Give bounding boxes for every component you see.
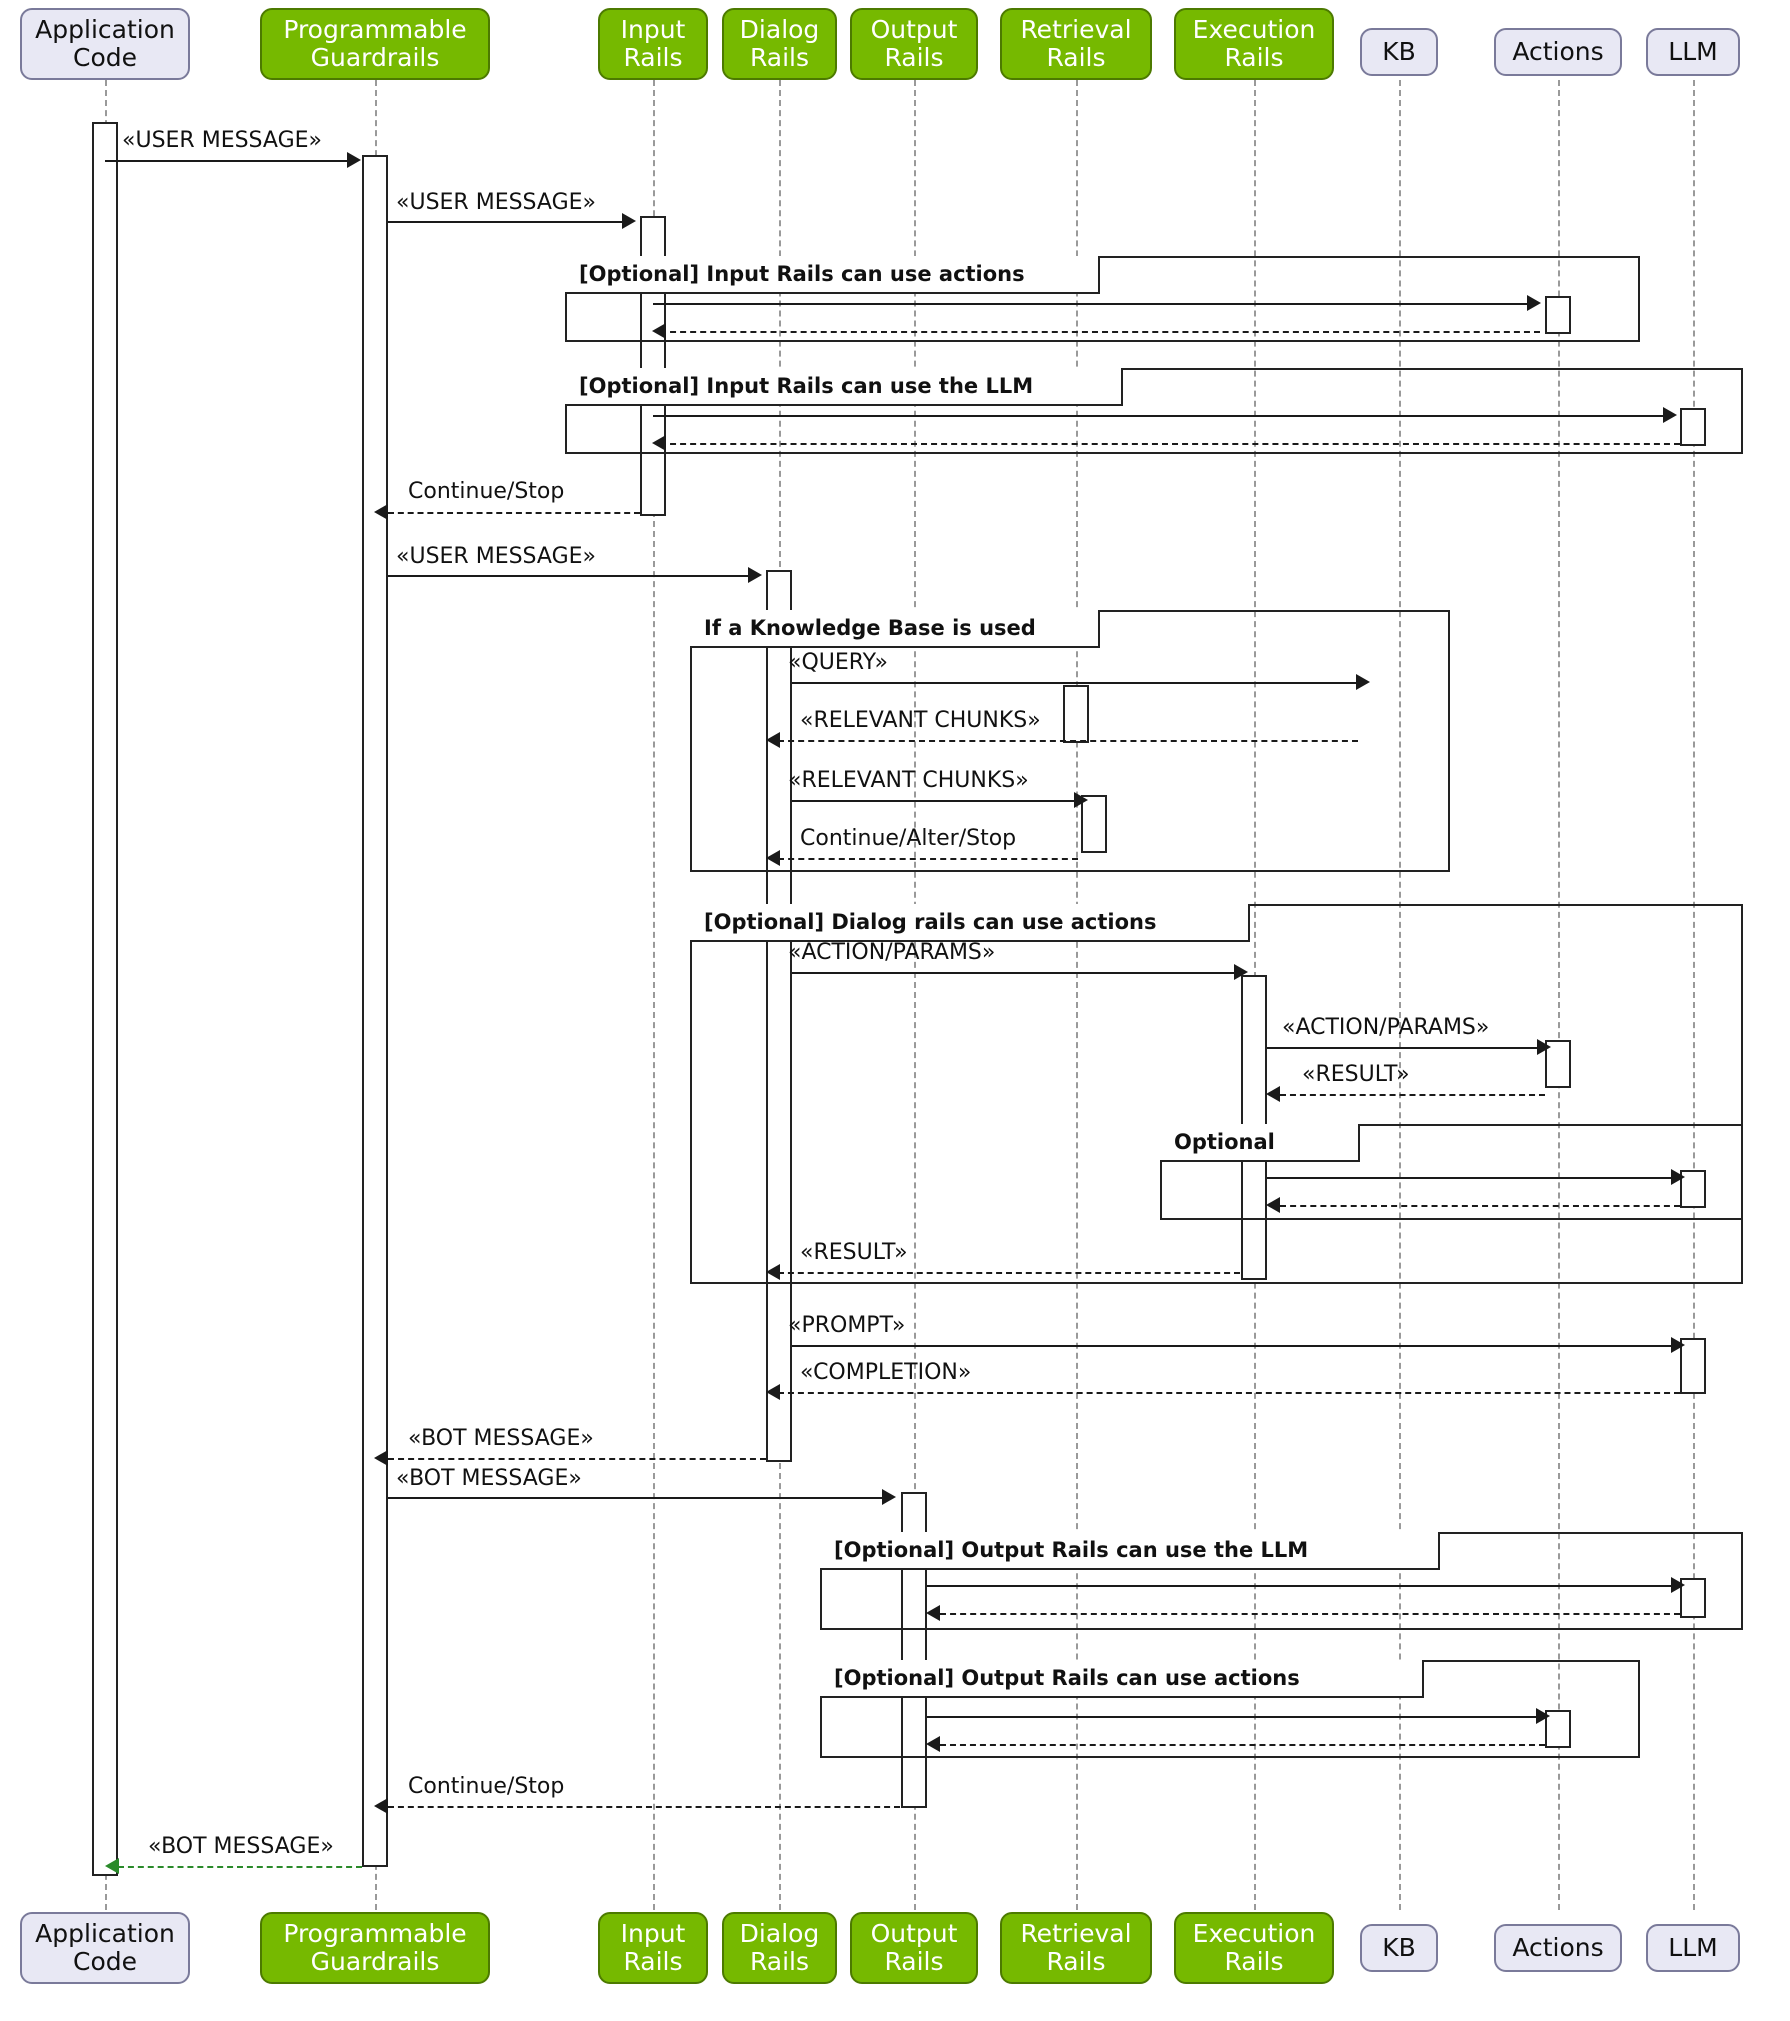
- participant-label-line1: Retrieval: [1020, 1919, 1132, 1948]
- arrowhead-m24: [926, 1605, 940, 1621]
- participant-execution-rails-top[interactable]: [1174, 8, 1334, 80]
- message-label-m2: «USER MESSAGE»: [396, 190, 596, 215]
- participant-label-line2: Rails: [749, 43, 810, 72]
- message-line-m11: [792, 800, 1080, 802]
- arrowhead-m4: [652, 323, 666, 339]
- frame-label-optional-input-rails-actions: [565, 256, 1100, 294]
- message-line-m5: [653, 415, 1673, 417]
- message-line-m15: [1280, 1094, 1545, 1096]
- message-label-m18: «RESULT»: [800, 1240, 908, 1265]
- message-line-m17: [1280, 1205, 1680, 1207]
- message-line-m10: [778, 740, 1358, 742]
- frame-label-text: [Optional] Dialog rails can use actions: [704, 910, 1157, 934]
- message-label-m12: Continue/Alter/Stop: [800, 826, 1017, 851]
- message-line-m21: [388, 1458, 766, 1460]
- message-line-m1: [105, 160, 353, 162]
- message-line-m8: [388, 575, 754, 577]
- participant-application-code-top[interactable]: [20, 8, 190, 80]
- message-line-m25: [927, 1716, 1542, 1718]
- frame-label-text: [Optional] Output Rails can use the LLM: [834, 1538, 1309, 1562]
- participant-label-line1: Execution: [1192, 15, 1316, 44]
- message-label-m20: «COMPLETION»: [800, 1360, 972, 1385]
- participant-label-line2: Rails: [884, 43, 944, 72]
- message-label-m13: «ACTION/PARAMS»: [788, 940, 996, 965]
- arrowhead-m2: [622, 213, 636, 229]
- arrowhead-m3: [1527, 295, 1541, 311]
- participant-actions-top[interactable]: [1494, 28, 1622, 76]
- participant-execution-rails-bottom[interactable]: [1174, 1912, 1334, 1984]
- arrowhead-m27: [374, 1798, 388, 1814]
- arrowhead-m14: [1537, 1039, 1551, 1055]
- participant-output-rails-bottom[interactable]: [850, 1912, 978, 1984]
- participant-llm-bottom[interactable]: [1646, 1924, 1740, 1972]
- message-label-m14: «ACTION/PARAMS»: [1282, 1015, 1490, 1040]
- message-label-m1: «USER MESSAGE»: [122, 128, 322, 153]
- participant-dialog-rails-top[interactable]: [722, 8, 837, 80]
- message-line-m9: [792, 682, 1362, 684]
- participant-programmable-guardrails-bottom[interactable]: [260, 1912, 490, 1984]
- participant-label-line1: Input: [620, 15, 686, 44]
- participant-label-line1: Application: [35, 1919, 175, 1948]
- message-label-m22: «BOT MESSAGE»: [396, 1466, 582, 1491]
- message-label-m10: «RELEVANT CHUNKS»: [800, 708, 1041, 733]
- arrowhead-m6: [652, 435, 666, 451]
- participant-label-line1: Dialog: [739, 15, 820, 44]
- message-line-m22: [388, 1497, 888, 1499]
- activation-application-code: [92, 122, 118, 1876]
- frame-label-optional-dialog-rails-actions: [690, 904, 1250, 942]
- participant-output-rails-top[interactable]: [850, 8, 978, 80]
- frame-label-knowledge-base: [690, 610, 1100, 648]
- participant-label-line2: Rails: [623, 43, 683, 72]
- activation-programmable-guardrails: [362, 155, 388, 1867]
- arrowhead-m8: [748, 567, 762, 583]
- participant-label-line1: KB: [1382, 1933, 1416, 1962]
- frame-label-text: If a Knowledge Base is used: [704, 616, 1036, 640]
- message-label-m21: «BOT MESSAGE»: [408, 1426, 594, 1451]
- message-line-m14: [1267, 1047, 1543, 1049]
- message-line-m4: [660, 331, 1540, 333]
- participant-retrieval-rails-bottom[interactable]: [1000, 1912, 1152, 1984]
- participant-label-line1: Execution: [1192, 1919, 1316, 1948]
- arrowhead-m9: [1356, 674, 1370, 690]
- participant-label-line1: LLM: [1668, 37, 1718, 66]
- participant-label-line1: Programmable: [283, 15, 467, 44]
- message-line-m6: [660, 443, 1680, 445]
- participant-actions-bottom[interactable]: [1494, 1924, 1622, 1972]
- arrowhead-m13: [1234, 964, 1248, 980]
- participant-label-line1: Actions: [1512, 1933, 1604, 1962]
- message-label-m7: Continue/Stop: [408, 479, 565, 504]
- message-line-m16: [1267, 1177, 1677, 1179]
- frame-label-text: Optional: [1174, 1130, 1275, 1154]
- arrowhead-m5: [1663, 407, 1677, 423]
- participant-label-line1: Output: [870, 15, 958, 44]
- participant-label-line2: Rails: [1224, 1947, 1284, 1976]
- message-line-m3: [653, 303, 1533, 305]
- message-label-m19: «PROMPT»: [788, 1313, 906, 1338]
- participant-label-line2: Guardrails: [310, 1947, 440, 1976]
- participant-programmable-guardrails-top[interactable]: [260, 8, 490, 80]
- arrowhead-m20: [766, 1384, 780, 1400]
- arrowhead-m19: [1671, 1337, 1685, 1353]
- arrowhead-m10: [766, 732, 780, 748]
- message-line-m2: [388, 221, 628, 223]
- participant-kb-top[interactable]: [1360, 28, 1438, 76]
- participant-label-line1: LLM: [1668, 1933, 1718, 1962]
- participant-dialog-rails-bottom[interactable]: [722, 1912, 837, 1984]
- frame-label-text: [Optional] Input Rails can use actions: [579, 262, 1025, 286]
- arrowhead-m15: [1266, 1086, 1280, 1102]
- participant-label-line2: Rails: [1224, 43, 1284, 72]
- participant-label-line1: Dialog: [739, 1919, 820, 1948]
- participant-label-line2: Code: [72, 1947, 137, 1976]
- participant-label-line1: Programmable: [283, 1919, 467, 1948]
- participant-label-line1: KB: [1382, 37, 1416, 66]
- participant-kb-bottom[interactable]: [1360, 1924, 1438, 1972]
- participant-llm-top[interactable]: [1646, 28, 1740, 76]
- message-line-m20: [778, 1392, 1680, 1394]
- arrowhead-m11: [1074, 792, 1088, 808]
- arrowhead-m17: [1266, 1197, 1280, 1213]
- message-line-m28: [118, 1866, 362, 1868]
- participant-label-line1: Retrieval: [1020, 15, 1132, 44]
- frame-label-text: [Optional] Output Rails can use actions: [834, 1666, 1300, 1690]
- arrowhead-m22: [882, 1489, 896, 1505]
- message-line-m26: [940, 1744, 1545, 1746]
- arrowhead-m16: [1671, 1169, 1685, 1185]
- message-line-m13: [792, 972, 1240, 974]
- frame-label-optional-output-rails-actions: [820, 1660, 1424, 1698]
- arrowhead-m1: [347, 152, 361, 168]
- participant-input-rails-top[interactable]: [598, 8, 708, 80]
- message-label-m28: «BOT MESSAGE»: [148, 1834, 334, 1859]
- participant-label-line2: Rails: [884, 1947, 944, 1976]
- participant-label-line2: Rails: [1046, 1947, 1106, 1976]
- participant-label-line1: Input: [620, 1919, 686, 1948]
- participant-application-code-bottom[interactable]: [20, 1912, 190, 1984]
- arrowhead-m26: [926, 1736, 940, 1752]
- arrowhead-m21: [374, 1450, 388, 1466]
- message-label-m9: «QUERY»: [788, 650, 888, 675]
- message-label-m11: «RELEVANT CHUNKS»: [788, 768, 1029, 793]
- participant-retrieval-rails-top[interactable]: [1000, 8, 1152, 80]
- participant-label-line2: Rails: [1046, 43, 1106, 72]
- participant-label-line1: Output: [870, 1919, 958, 1948]
- arrowhead-m7: [374, 504, 388, 520]
- participant-label-line1: Application: [35, 15, 175, 44]
- message-line-m24: [940, 1613, 1680, 1615]
- message-line-m27: [388, 1806, 900, 1808]
- arrowhead-m18: [766, 1264, 780, 1280]
- message-line-m18: [778, 1272, 1240, 1274]
- message-line-m19: [792, 1345, 1677, 1347]
- frame-label-optional-input-rails-llm: [565, 368, 1123, 406]
- participant-label-line2: Guardrails: [310, 43, 440, 72]
- frame-label-text: [Optional] Input Rails can use the LLM: [579, 374, 1034, 398]
- message-line-m23: [927, 1585, 1677, 1587]
- arrowhead-m12: [766, 850, 780, 866]
- participant-input-rails-bottom[interactable]: [598, 1912, 708, 1984]
- message-label-m8: «USER MESSAGE»: [396, 544, 596, 569]
- participant-label-line2: Code: [72, 43, 137, 72]
- participant-label-line2: Rails: [623, 1947, 683, 1976]
- message-line-m12: [778, 858, 1078, 860]
- participant-label-line2: Rails: [749, 1947, 810, 1976]
- message-label-m15: «RESULT»: [1302, 1062, 1410, 1087]
- message-label-m27: Continue/Stop: [408, 1774, 565, 1799]
- participant-label-line1: Actions: [1512, 37, 1604, 66]
- frame-label-optional-output-rails-llm: [820, 1532, 1440, 1570]
- arrowhead-m25: [1536, 1708, 1550, 1724]
- arrowhead-m28: [105, 1858, 119, 1874]
- arrowhead-m23: [1671, 1577, 1685, 1593]
- message-line-m7: [388, 512, 640, 514]
- frame-label-optional-nested: [1160, 1124, 1360, 1162]
